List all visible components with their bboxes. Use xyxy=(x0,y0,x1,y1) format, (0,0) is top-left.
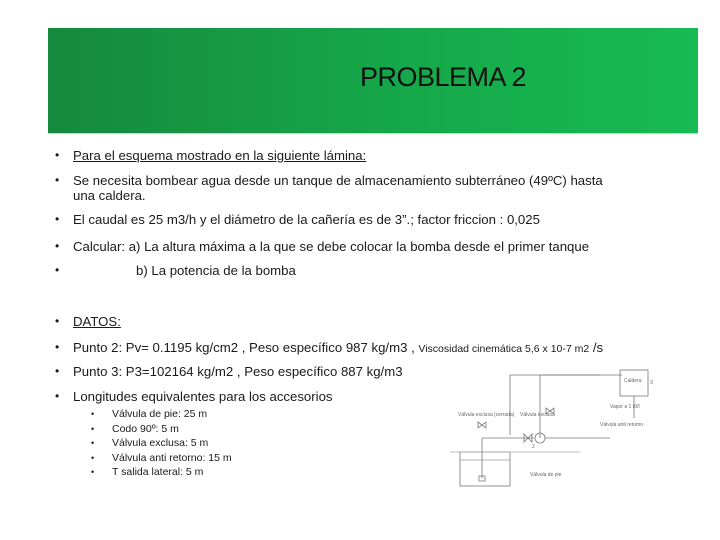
bullet-icon: • xyxy=(91,423,95,434)
list-item-text xyxy=(73,173,603,203)
list-item xyxy=(91,407,232,422)
list-item xyxy=(55,389,333,404)
list-item-text: Válvula exclusa: 5 m xyxy=(112,437,209,450)
list-item xyxy=(55,263,296,278)
bullet-icon: • xyxy=(55,239,60,253)
list-item-text: Válvula anti retorno: 15 m xyxy=(112,451,232,464)
list-item-text xyxy=(73,340,603,357)
list-item-text: Punto 3: P3=102164 kg/m2 , Peso específico 887 kg/m3 xyxy=(73,364,403,379)
diagram-label: 3 xyxy=(650,380,653,386)
title-banner xyxy=(48,28,698,133)
bullet-icon: • xyxy=(55,340,60,354)
list-item xyxy=(91,422,232,437)
bullet-icon: • xyxy=(91,467,95,478)
list-item-text: DATOS: xyxy=(73,314,121,329)
list-item xyxy=(55,340,603,357)
gate-valve-icon xyxy=(478,422,486,428)
schematic-svg xyxy=(450,360,712,495)
bullet-icon: • xyxy=(55,148,60,162)
bullet-icon: • xyxy=(55,263,60,277)
list-item-text: T salida lateral: 5 m xyxy=(112,466,204,479)
bullet-icon: • xyxy=(55,314,60,328)
list-item-text-line: una caldera. xyxy=(73,188,146,203)
list-item-text: Para el esquema mostrado en la siguiente lámina: xyxy=(73,148,367,163)
list-item xyxy=(91,436,232,451)
list-item-text: Longitudes equivalentes para los accesorios xyxy=(73,389,333,404)
bullet-icon: • xyxy=(55,212,60,226)
list-item-text-part: Punto 2: Pv= 0.1195 kg/cm2 , Peso específico 987 kg/m3 , xyxy=(73,340,415,355)
list-item xyxy=(55,364,403,379)
list-item-text: Codo 90º: 5 m xyxy=(112,422,179,435)
list-item-text: El caudal es 25 m3/h y el diámetro de la cañería es de 3”.; factor friccion : 0,025 xyxy=(73,212,540,227)
list-item xyxy=(91,465,232,480)
bullet-icon: • xyxy=(55,364,60,378)
bullet-icon: • xyxy=(55,389,60,403)
list-item-text: b) La potencia de la bomba xyxy=(136,263,296,278)
list-item xyxy=(91,451,232,466)
list-item-text-part: /s xyxy=(592,340,604,355)
diagram-label: Caldera xyxy=(624,378,642,384)
page-title: PROBLEMA 2 xyxy=(359,62,527,92)
list-item xyxy=(55,173,603,203)
divider xyxy=(48,133,698,134)
list-item-text-line: Se necesita bombear agua desde un tanque de almacenamiento subterráneo (49ºC) hasta xyxy=(73,173,603,188)
accessory-list xyxy=(91,407,232,480)
list-item xyxy=(55,148,366,163)
diagram-label: 2 xyxy=(532,444,535,450)
bullet-icon: • xyxy=(91,438,95,449)
bullet-icon: • xyxy=(55,173,60,187)
list-item xyxy=(55,314,121,329)
list-item xyxy=(55,212,540,227)
pumping-schematic xyxy=(450,360,712,495)
diagram-label: Válvula exclusa (cerrada) xyxy=(458,412,515,418)
diagram-label: Válvula anti retorno xyxy=(600,422,644,428)
list-item xyxy=(55,239,589,254)
bullet-icon: • xyxy=(91,409,95,419)
diagram-label: Vapor a 1 Kl/l xyxy=(610,404,640,410)
diagram-label: Válvula de pie xyxy=(530,472,562,478)
list-item-text: Válvula de pie: 25 m xyxy=(112,408,208,420)
bullet-icon: • xyxy=(91,452,95,463)
diagram-label: Válvula exclusa xyxy=(520,412,555,418)
list-item-text: Calcular: a) La altura máxima a la que se debe colocar la bomba desde el primer tanque xyxy=(73,239,590,254)
list-item-text-part: Viscosidad cinemática 5,6 x 10-7 m2 xyxy=(418,343,590,355)
